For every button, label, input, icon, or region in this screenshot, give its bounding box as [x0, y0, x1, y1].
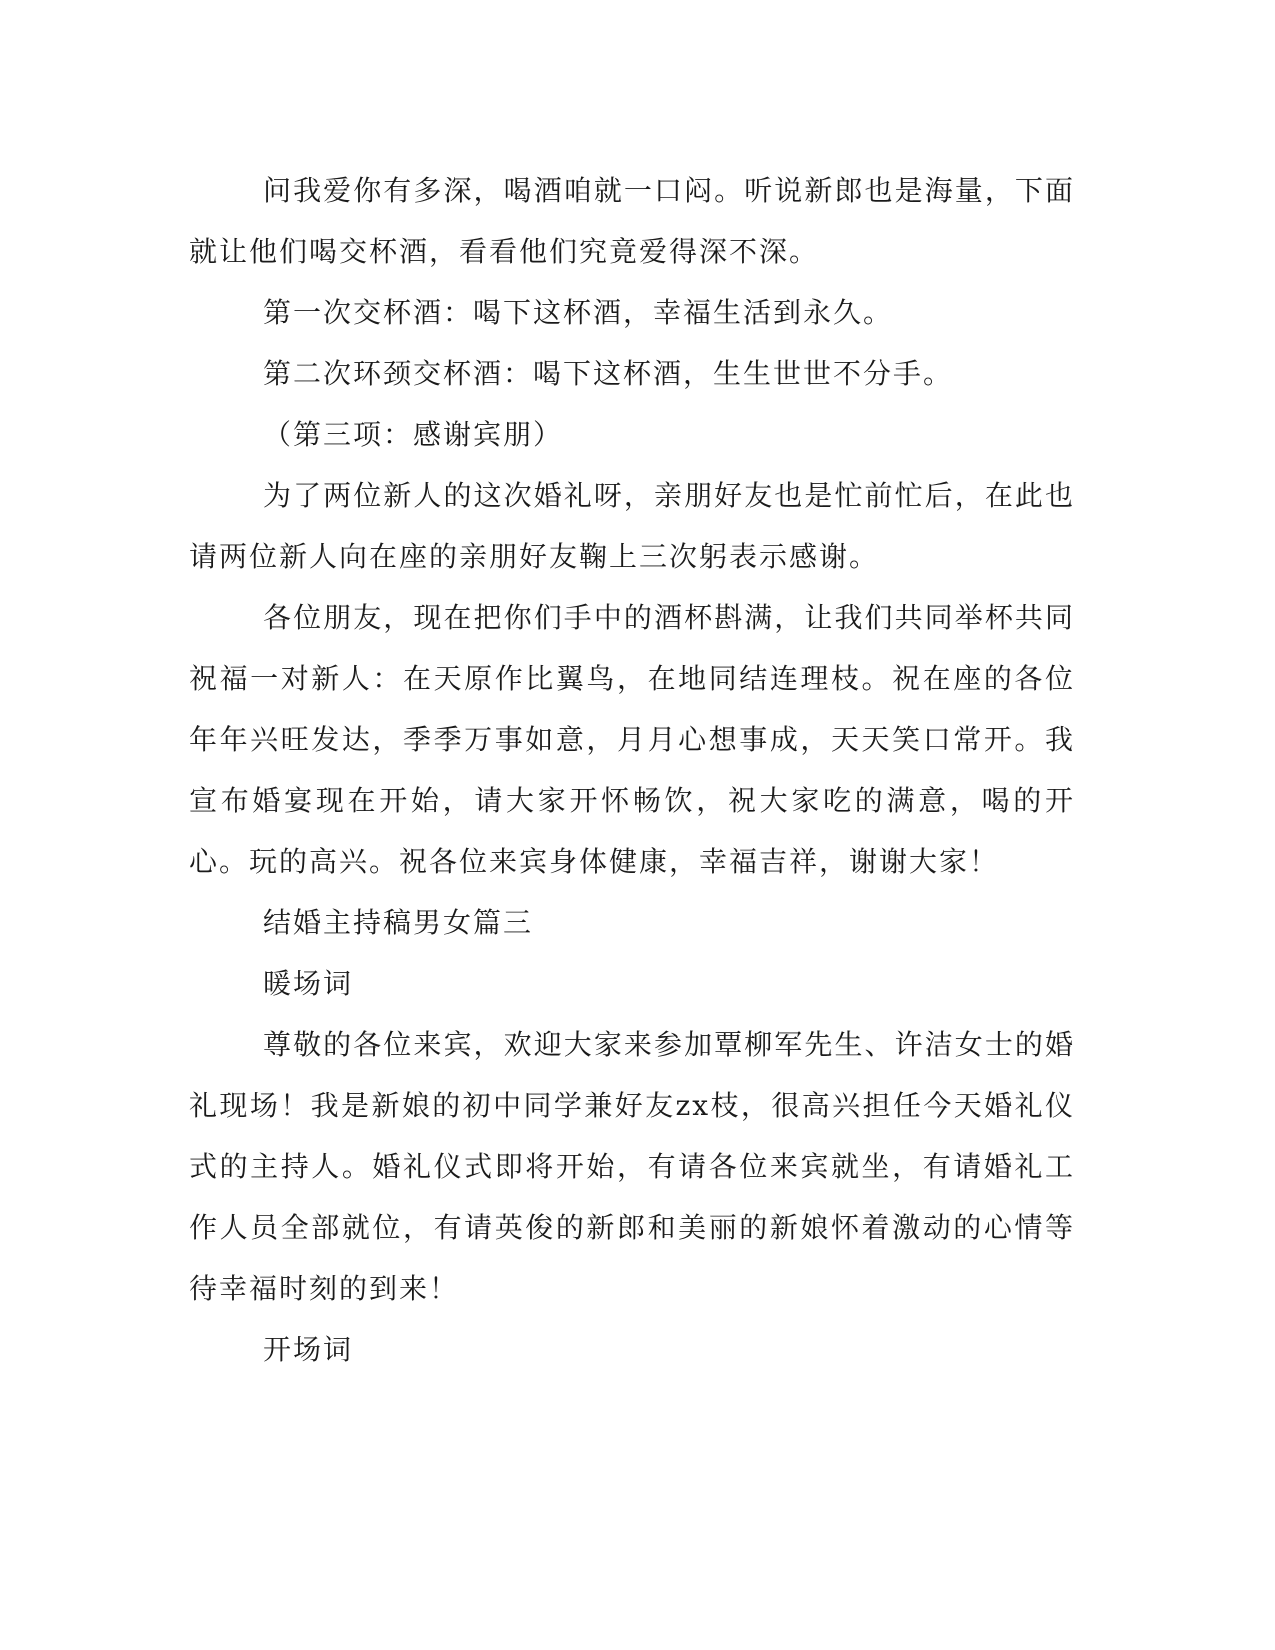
- paragraph-first-toast: 第一次交杯酒：喝下这杯酒，幸福生活到永久。: [263, 296, 894, 329]
- section-heading-thanks: （第三项：感谢宾朋）: [263, 418, 564, 451]
- heading-warmup: 暖场词: [263, 967, 354, 1000]
- paragraph-toast: 问我爱你有多深，喝酒咱就一口闷。听说新郎也是海量，下面就让他们喝交杯酒，看看他们究竟爱得深不深。: [189, 174, 1075, 268]
- paragraph-welcome: 尊敬的各位来宾，欢迎大家来参加覃柳军先生、许洁女士的婚礼现场！我是新娘的初中同学兼好友zx枝，很高兴担任今天婚礼仪式的主持人。婚礼仪式即将开始，有请各位来宾就坐，有请婚礼工作人员全部就位，有请英俊的新郎和美丽的新娘怀着激动的心情等待幸福时刻的到来！: [189, 1028, 1075, 1305]
- document-body: [189, 160, 1075, 1380]
- paragraph-blessing: 各位朋友，现在把你们手中的酒杯斟满，让我们共同举杯共同祝福一对新人：在天原作比翼鸟，在地同结连理枝。祝在座的各位年年兴旺发达，季季万事如意，月月心想事成，天天笑口常开。我宣布婚宴现在开始，请大家开怀畅饮，祝大家吃的满意，喝的开心。玩的高兴。祝各位来宾身体健康，幸福吉祥，谢谢大家！: [189, 601, 1075, 878]
- heading-opening: 开场词: [263, 1333, 354, 1366]
- section-title: 结婚主持稿男女篇三: [263, 906, 534, 939]
- paragraph-thanks: 为了两位新人的这次婚礼呀，亲朋好友也是忙前忙后，在此也请两位新人向在座的亲朋好友鞠上三次躬表示感谢。: [189, 479, 1075, 573]
- paragraph-second-toast: 第二次环颈交杯酒：喝下这杯酒，生生世世不分手。: [263, 357, 954, 390]
